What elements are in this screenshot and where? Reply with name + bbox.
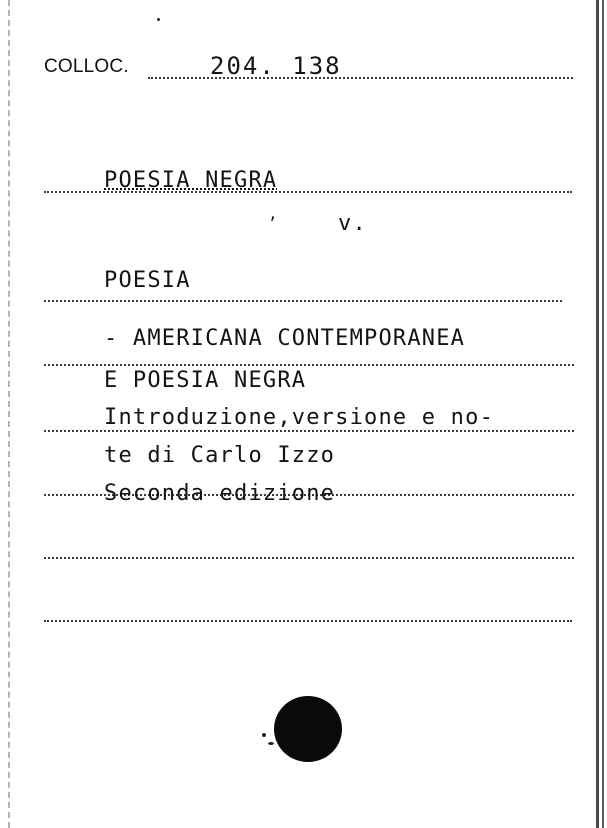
colloc-number: 204. 138 [210,52,342,80]
card-right-edge-outer [602,0,604,828]
title-line-3: Introduzione,versione e no- [104,405,495,430]
title-rule-1 [44,364,574,366]
speck-1 [262,733,266,737]
edition-text: Seconda edizione [104,481,336,506]
card-left-edge [8,0,10,828]
colloc-label: COLLOC. [44,56,129,77]
title-line-4: te di Carlo Izzo [104,443,336,468]
speck-2 [268,742,274,745]
comma-mark: , [268,204,279,223]
title-line-2: E POESIA NEGRA [104,368,307,393]
see-marker: v. [338,211,367,236]
heading-text: POESIA NEGRA [104,168,278,193]
colloc-rule [148,77,573,79]
title-rule-2 [44,430,574,432]
card-right-edge [596,0,599,828]
subject-text: POESIA [104,268,191,293]
title-line-1: - AMERICANA CONTEMPORANEA [104,326,466,351]
empty-rule-1 [44,557,574,559]
punch-hole [274,696,342,762]
speck-3 [157,18,160,21]
empty-rule-2 [44,620,572,622]
subject-rule [44,300,562,302]
